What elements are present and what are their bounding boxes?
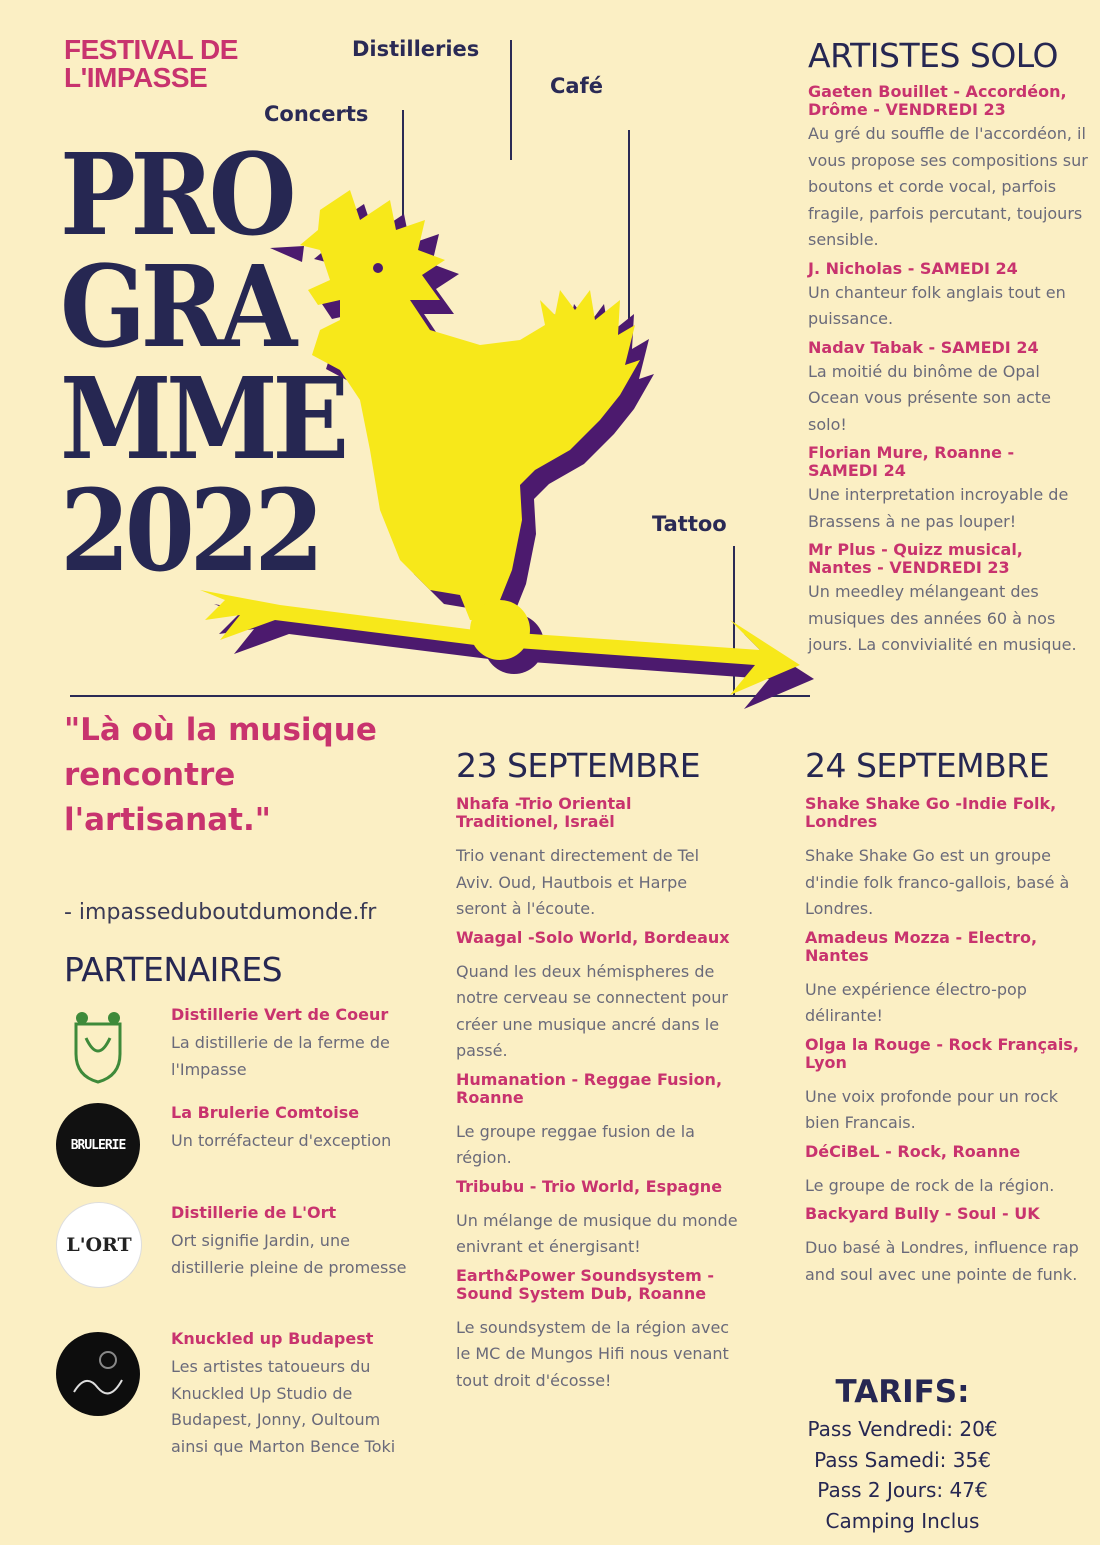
partner-name: Distillerie de L'Ort	[171, 1203, 337, 1222]
pointer-line-distilleries	[510, 40, 512, 160]
tarifs-title: TARIFS:	[835, 1374, 970, 1410]
festival-name	[64, 36, 294, 92]
day24-artist	[805, 929, 1085, 1030]
lort-logo-text: L'ORT	[66, 1234, 132, 1256]
partner-desc: Les artistes tatoueurs du Knuckled Up Studio de Budapest, Jonny, Oultoum ainsi que Marton Bence Toki	[171, 1357, 396, 1456]
partner-item	[171, 1006, 411, 1083]
artist-name: Humanation - Reggae Fusion, Roanne	[456, 1069, 723, 1107]
artist-name: Earth&Power Soundsystem - Sound System Dub, Roanne	[456, 1265, 715, 1303]
artist-desc: Une expérience électro-pop délirante!	[805, 979, 1027, 1025]
website-link[interactable]: - impasseduboutdumonde.fr	[64, 900, 377, 925]
partners-title: PARTENAIRES	[64, 950, 283, 989]
knuckled-logo-icon	[56, 1332, 140, 1416]
solo-title: ARTISTES SOLO	[808, 36, 1058, 75]
partner-desc: Un torréfacteur d'exception	[171, 1131, 392, 1150]
title-line: MME	[60, 354, 344, 485]
artist-desc: Un meedley mélangeant des musiques des années 60 à nos jours. La convivialité en musique.	[808, 582, 1077, 654]
partner-item	[171, 1104, 411, 1155]
tarif-line: Pass Vendredi: 20€	[807, 1417, 998, 1441]
day23-artist	[456, 1267, 738, 1395]
day23-artist	[456, 1178, 738, 1261]
day23-title: 23 SEPTEMBRE	[456, 746, 701, 785]
rooster-weathervane-icon	[200, 150, 830, 720]
title-line: GRA	[60, 242, 292, 373]
solo-section	[808, 36, 1088, 665]
day23-artist	[456, 795, 738, 923]
distillery-crest-icon	[56, 1004, 140, 1088]
partner-name: Knuckled up Budapest	[171, 1329, 374, 1348]
label-cafe: Café	[550, 74, 603, 98]
quote-text: "Là où la musique rencontre l'artisanat."	[64, 712, 377, 838]
day23-artist	[456, 929, 738, 1065]
solo-artist	[808, 83, 1088, 254]
partner-item	[171, 1330, 411, 1460]
artist-name: Florian Mure, Roanne - SAMEDI 24	[808, 443, 1015, 480]
brulerie-logo-icon	[56, 1103, 140, 1187]
artist-desc: Un chanteur folk anglais tout en puissance.	[808, 282, 1066, 328]
day24-artist	[805, 1036, 1085, 1137]
artist-desc: Le groupe de rock de la région.	[805, 1175, 1055, 1195]
partner-item	[171, 1204, 411, 1281]
label-tattoo: Tattoo	[652, 512, 727, 536]
partner-name: La Brulerie Comtoise	[171, 1103, 360, 1122]
artist-name: Nadav Tabak - SAMEDI 24	[808, 337, 1039, 357]
day24-artist	[805, 1143, 1085, 1200]
day23-artist	[456, 1071, 738, 1172]
artist-name: J. Nicholas - SAMEDI 24	[808, 258, 1018, 278]
title-line: 2022	[60, 466, 319, 597]
artist-name: Tribubu - Trio World, Espagne	[456, 1176, 723, 1196]
day24-artist	[805, 1205, 1085, 1288]
artist-name: Backyard Bully - Soul - UK	[805, 1204, 1040, 1223]
partner-desc: Ort signifie Jardin, une distillerie pleine de promesse	[171, 1231, 407, 1277]
label-concerts: Concerts	[264, 102, 369, 126]
artist-desc: Une interpretation incroyable de Brassens à ne pas louper!	[808, 485, 1069, 531]
day24-artist	[805, 795, 1085, 923]
artist-desc: Au gré du souffle de l'accordéon, il vous propose ses compositions sur boutons et corde vocal, parfois fragile, parfois percutant, toujours sensible.	[808, 124, 1088, 249]
artist-desc: Duo basé à Londres, influence rap and soul avec une pointe de funk.	[805, 1238, 1079, 1284]
label-distilleries: Distilleries	[352, 37, 480, 61]
day23-section	[456, 746, 738, 1400]
partner-desc: La distillerie de la ferme de l'Impasse	[171, 1033, 390, 1079]
tarif-line: Camping Inclus	[825, 1508, 980, 1533]
brulerie-logo-text: BRULERIE	[70, 1137, 126, 1153]
lort-logo-icon	[56, 1202, 142, 1288]
solo-artist	[808, 444, 1088, 535]
tarif-line: Pass Samedi: 35€	[814, 1447, 991, 1472]
artist-desc: Un mélange de musique du monde enivrant et énergisant!	[456, 1210, 738, 1256]
artist-name: Olga la Rouge - Rock Français, Lyon	[805, 1034, 1079, 1072]
artist-name: Gaeten Bouillet - Accordéon, Drôme - VENDREDI 23	[808, 82, 1067, 119]
artist-desc: Une voix profonde pour un rock bien Francais.	[805, 1086, 1059, 1132]
artist-desc: Trio venant directement de Tel Aviv. Oud, Hautbois et Harpe seront à l'écoute.	[456, 846, 700, 918]
day24-section	[805, 746, 1085, 1294]
artist-name: Shake Shake Go -Indie Folk, Londres	[805, 794, 1057, 831]
artist-desc: Quand les deux hémispheres de notre cerveau se connectent pour créer une musique ancré dans le passé.	[456, 961, 728, 1060]
solo-artist	[808, 339, 1088, 439]
artist-name: Mr Plus - Quizz musical, Nantes - VENDREDI 23	[808, 540, 1023, 577]
artist-desc: La moitié du binôme de Opal Ocean vous présente son acte solo!	[808, 361, 1051, 434]
artist-name: Amadeus Mozza - Electro, Nantes	[805, 927, 1038, 965]
artist-name: Nhafa -Trio Oriental Traditionel, Israël	[456, 794, 632, 831]
title-line: PRO	[60, 130, 292, 261]
artist-name: DéCiBeL - Rock, Roanne	[805, 1141, 1021, 1161]
tarif-line: Pass 2 Jours: 47€	[817, 1478, 988, 1502]
festival-name-line1: FESTIVAL DE	[64, 34, 238, 65]
solo-artist	[808, 541, 1088, 659]
artist-desc: Le soundsystem de la région avec le MC de Mungos Hifi nous venant tout droit d'écosse!	[456, 1317, 730, 1390]
tarifs-section	[800, 1374, 1005, 1536]
artist-desc: Le groupe reggae fusion de la région.	[456, 1121, 695, 1167]
solo-artist	[808, 260, 1088, 333]
day24-title: 24 SEPTEMBRE	[805, 746, 1050, 785]
festival-name-line2: L'IMPASSE	[64, 62, 208, 93]
artist-desc: Shake Shake Go est un groupe d'indie folk franco-gallois, basé à Londres.	[805, 846, 1070, 918]
partner-name: Distillerie Vert de Coeur	[171, 1005, 389, 1024]
artist-name: Waagal -Solo World, Bordeaux	[456, 927, 730, 947]
